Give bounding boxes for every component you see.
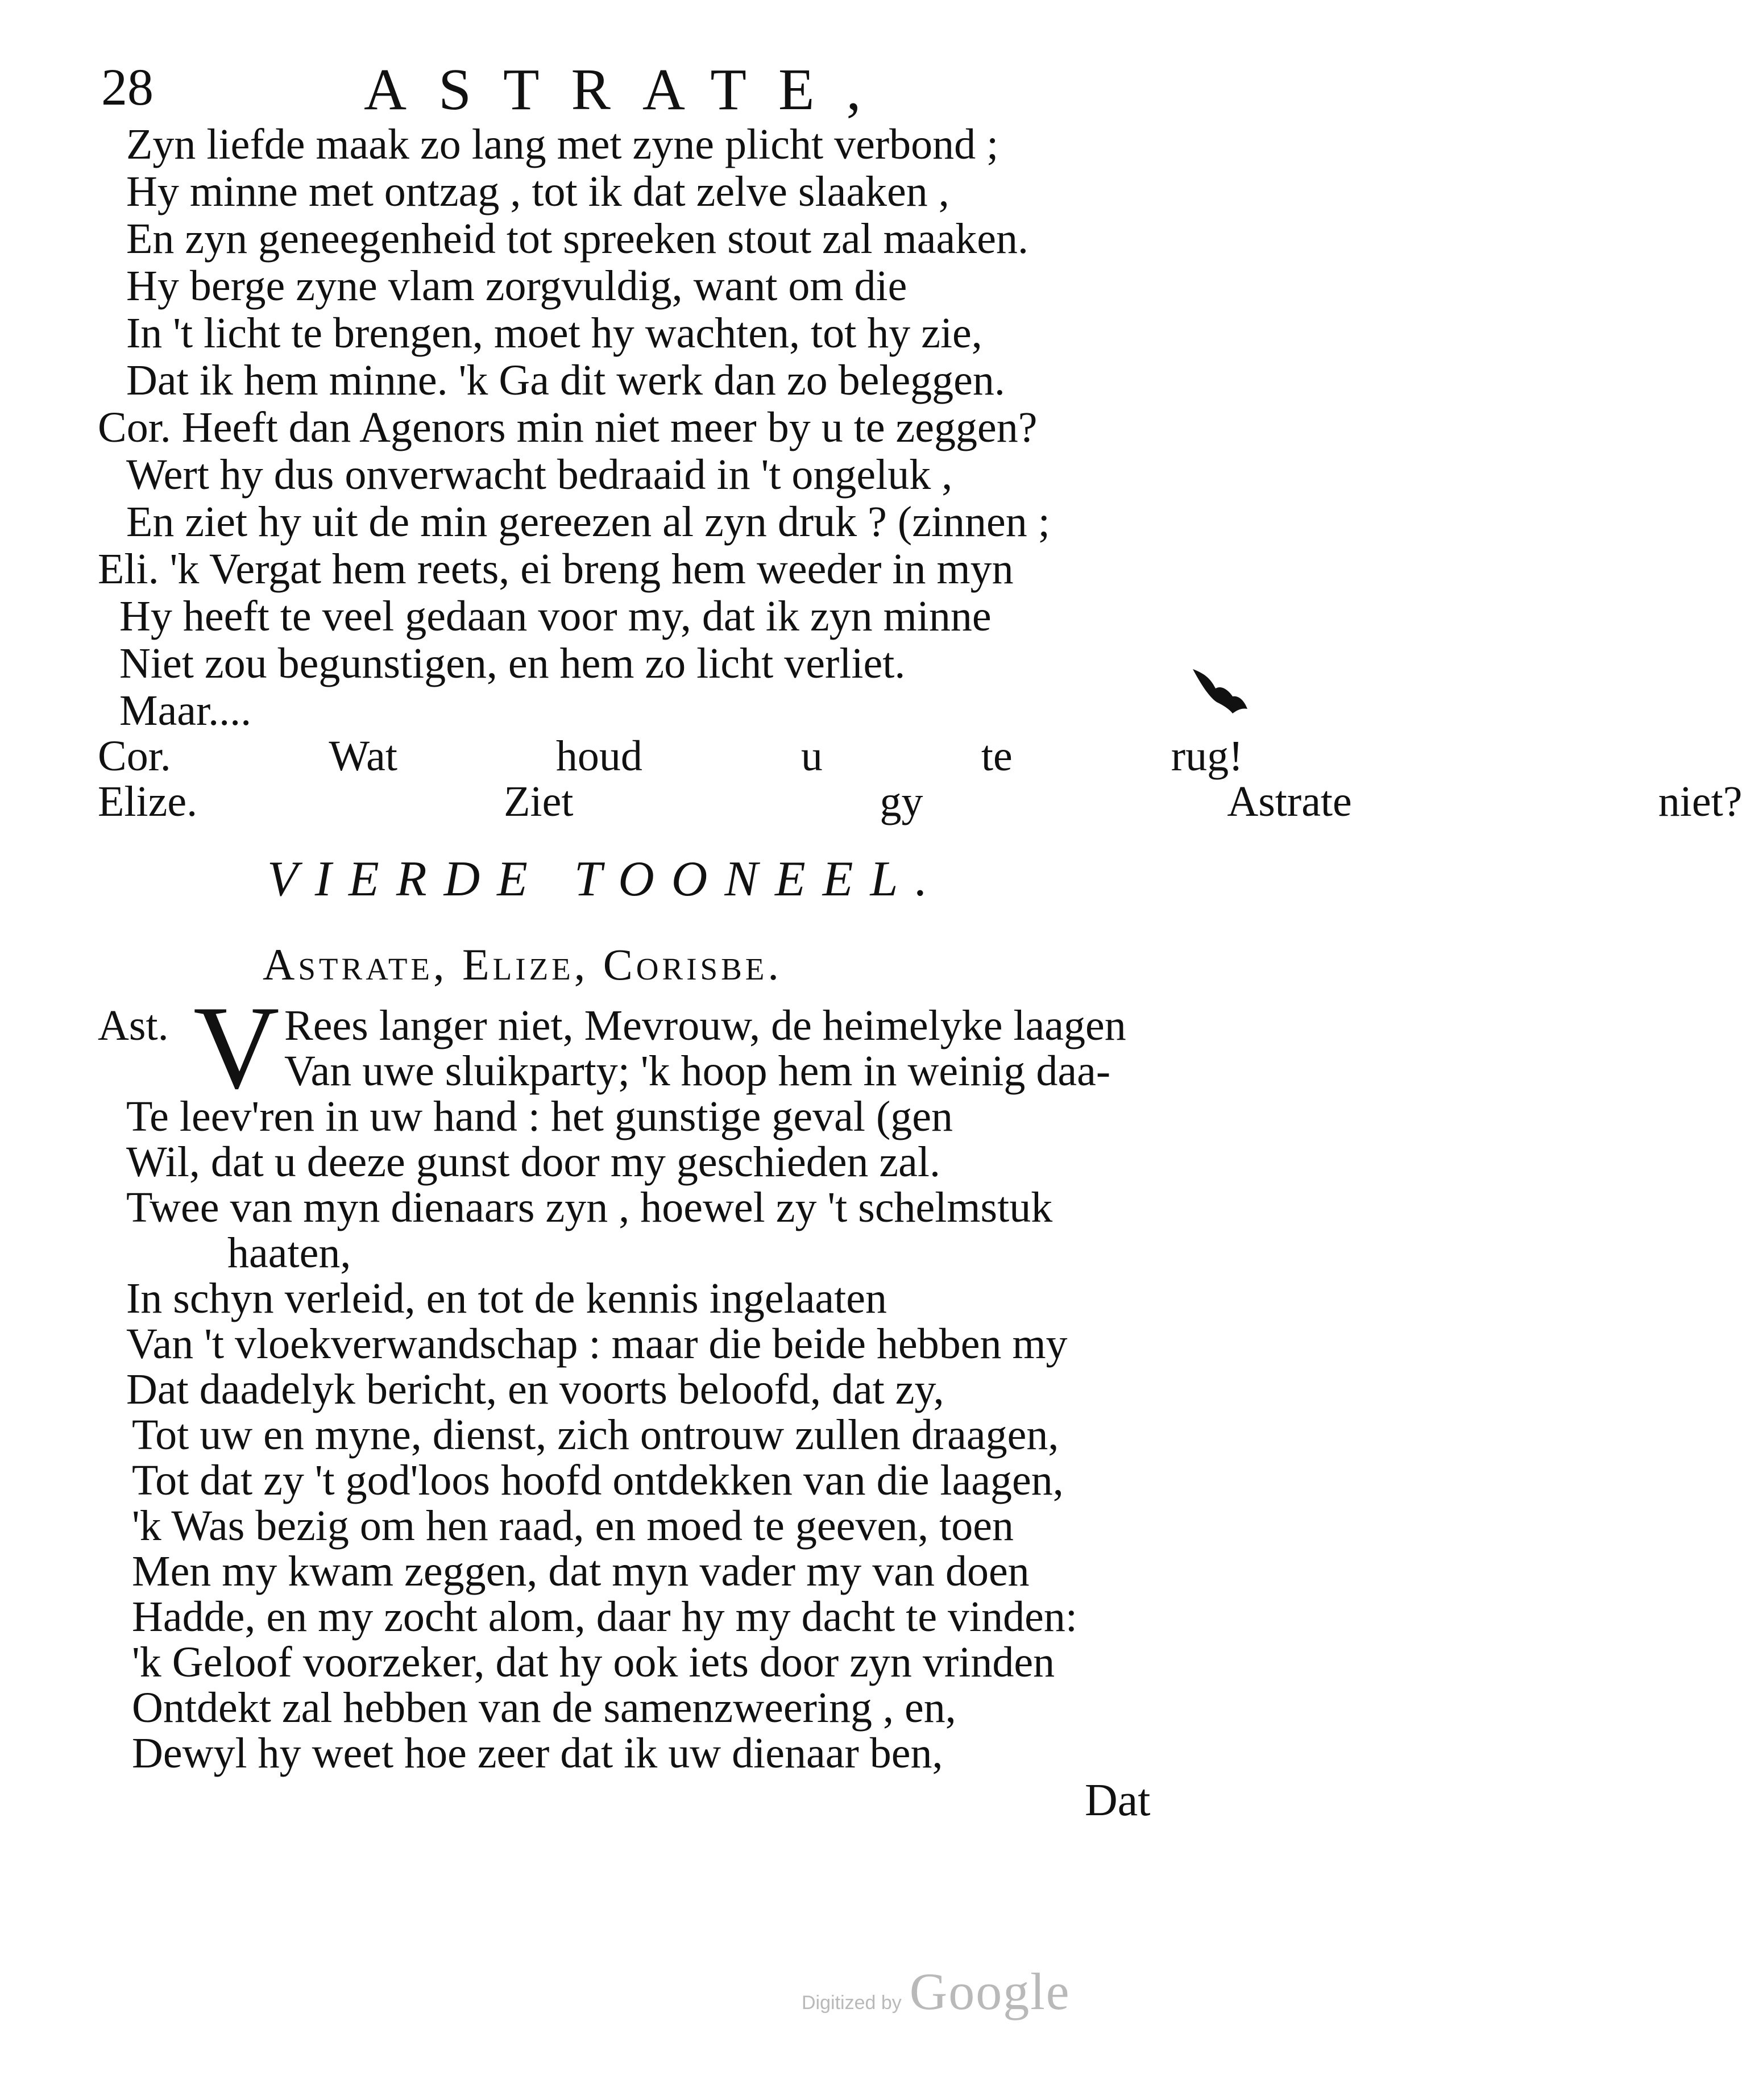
verse-line: Dat ik hem minne. 'k Ga dit werk dan zo beleggen. [126,356,1005,404]
verse-line: Hy minne met ontzag , tot ik dat zelve slaaken , [126,168,949,215]
verse-line: Dat daadelyk bericht, en voorts beloofd, dat zy, [126,1366,944,1413]
watermark-brand: Google [909,1962,1071,2020]
drop-cap: V [193,982,280,1114]
verse-line: En zyn geneegenheid tot spreeken stout zal maaken. [126,215,1028,263]
verse-line-speaker: Cor. Wat houd u te rug! [98,732,1243,780]
catchword: Dat [1085,1775,1151,1825]
verse-line: En ziet hy uit de min gereezen al zyn druk ? (zinnen ; [126,498,1050,546]
verse-line: Hy berge zyne vlam zorgvuldig, want om die [126,262,907,310]
verse-line: Tot uw en myne, dienst, zich ontrouw zullen draagen, [132,1411,1059,1459]
scene-characters: Astrate, Elize, Corisbe. [263,940,782,989]
verse-line: Maar.... [119,687,252,734]
ink-blot-mark [1188,662,1251,725]
page-number: 28 [101,58,154,116]
verse-line: Van 't vloekverwandschap : maar die beide hebben my [126,1320,1068,1368]
scene-heading: VIERDE TOONEEL. [267,852,945,907]
verse-line: Rees langer niet, Mevrouw, de heimelyke laagen [284,1002,1126,1049]
digitized-watermark [802,1961,1071,2022]
verse-line: Men my kwam zeggen, dat myn vader my van doen [132,1547,1030,1595]
verse-line-speaker: Cor. Heeft dan Agenors min niet meer by u te zeggen? [98,404,1038,451]
verse-line-speaker: Elize. Ziet gy Astrate niet? [98,778,1742,825]
speaker-label: Ast. [98,1002,169,1049]
verse-line: Hy heeft te veel gedaan voor my, dat ik zyn minne [119,592,992,640]
verse-line: Wert hy dus onverwacht bedraaid in 't ongeluk , [126,451,953,499]
verse-line: In 't licht te brengen, moet hy wachten, tot hy zie, [126,309,982,357]
verse-line: In schyn verleid, en tot de kennis ingelaaten [126,1275,887,1322]
verse-line: Hadde, en my zocht alom, daar hy my dacht te vinden: [132,1593,1078,1641]
verse-line: Wil, dat u deeze gunst door my geschieden zal. [126,1138,941,1186]
watermark-small-text: Digitized by [802,1992,902,2014]
verse-line: Van uwe sluikparty; 'k hoop hem in weinig daa- [284,1047,1111,1095]
verse-line: Niet zou begunstigen, en hem zo licht verliet. [119,640,906,687]
verse-line: Te leev'ren in uw hand : het gunstige geval (gen [126,1093,953,1140]
verse-line: Twee van myn dienaars zyn , hoewel zy 't schelmstuk [126,1184,1053,1231]
running-title: ASTRATE, [364,57,893,122]
verse-line-speaker: Eli. 'k Vergat hem reets, ei breng hem weeder in myn [98,545,1014,593]
verse-line: Zyn liefde maak zo lang met zyne plicht verbond ; [126,121,999,168]
verse-line: 'k Was bezig om hen raad, en moed te geeven, toen [132,1502,1014,1550]
verse-line: haaten, [227,1229,351,1277]
verse-line: Tot dat zy 't god'loos hoofd ontdekken van die laagen, [132,1456,1064,1504]
verse-line: Ontdekt zal hebben van de samenzweering , en, [132,1684,956,1732]
verse-line: Dewyl hy weet hoe zeer dat ik uw dienaar ben, [132,1729,943,1777]
verse-line: 'k Geloof voorzeker, dat hy ook iets door zyn vrinden [132,1638,1055,1686]
